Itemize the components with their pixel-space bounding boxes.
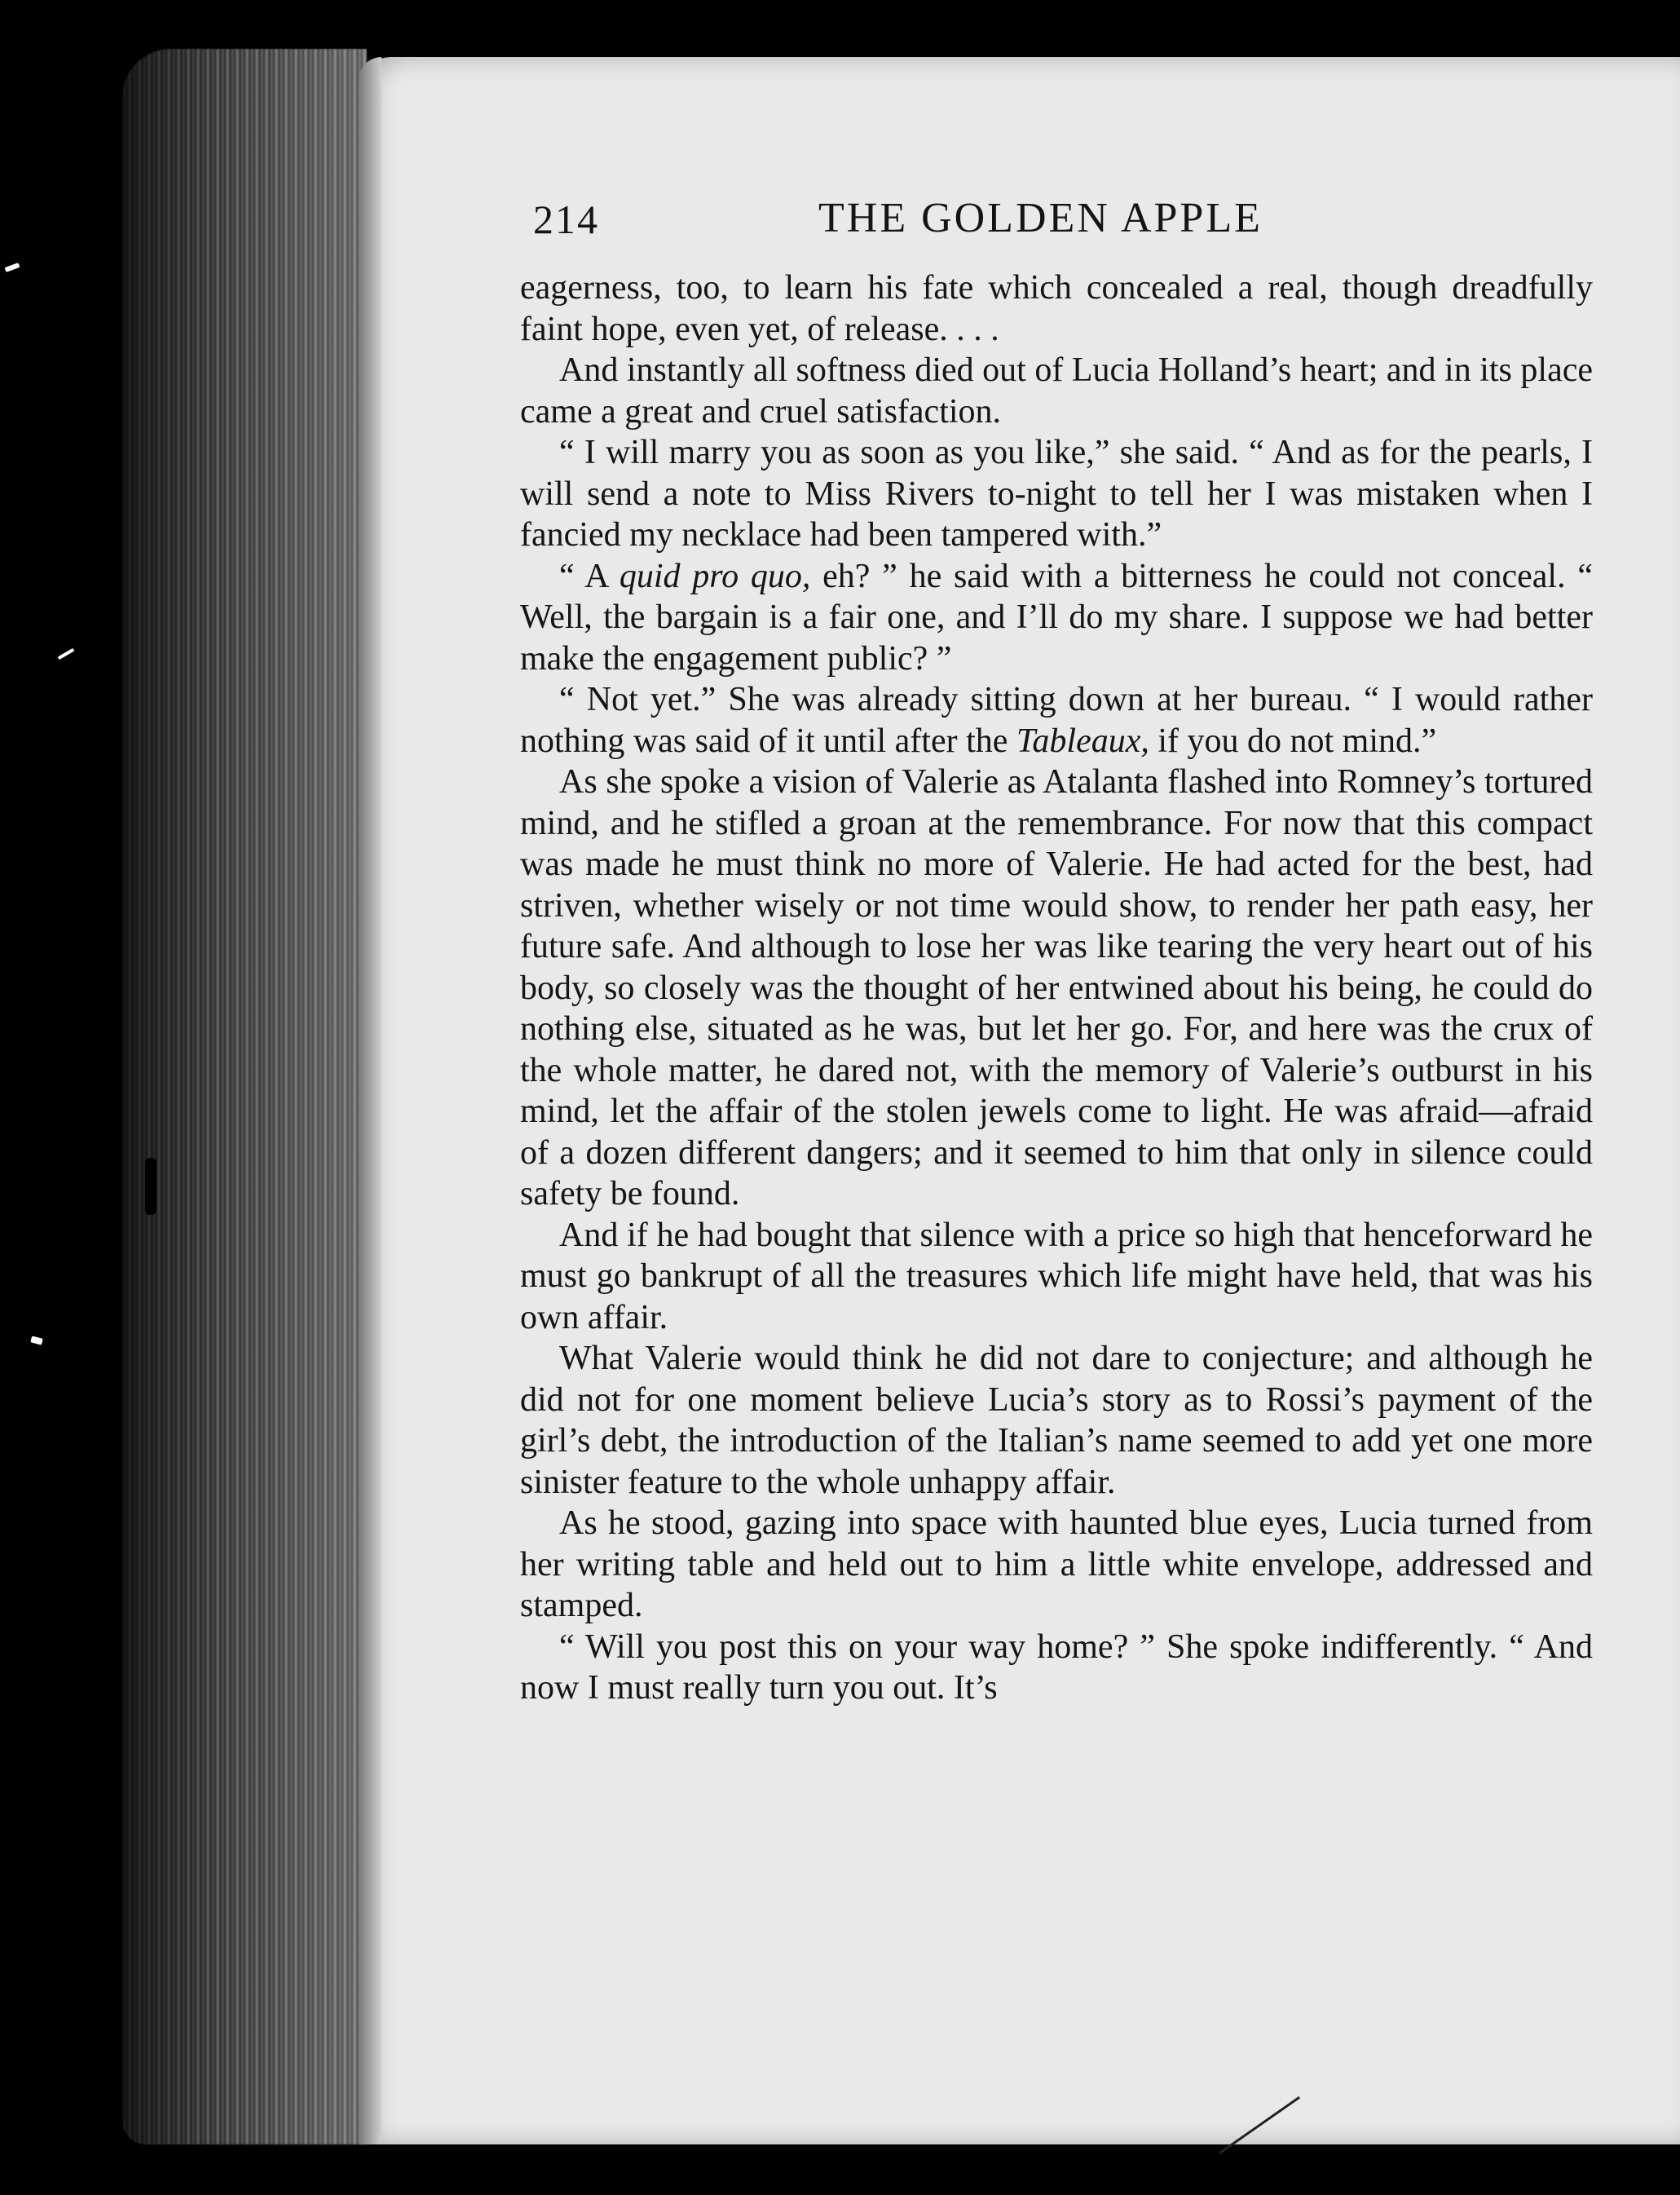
- text-run: eagerness, too, to learn his fate which concealed a real, though dreadfully faint hope, even yet, of release. . . .: [520, 269, 1593, 348]
- text-run: “ Not yet.” She was already sitting down at her bureau. “ I would rather nothing was said of it until after the: [520, 681, 1593, 760]
- text-run: “ Will you post this on your way home? ” She spoke indifferently. “ And now I must really turn you out. It’s: [520, 1627, 1593, 1707]
- paragraph: [520, 762, 1593, 1215]
- page-number: 214: [533, 197, 599, 242]
- paragraph: [520, 350, 1593, 432]
- paragraph: [520, 1503, 1593, 1627]
- running-head: [533, 196, 1590, 261]
- paragraph: [520, 1338, 1593, 1503]
- text-run: As she spoke a vision of Valerie as Atalanta flashed into Romney’s tortured mind, and he stifled a groan at the remembrance. For now that this compact was made he must think no more of Valerie. He had acted for the best, had striven, whether wisely or not time would show, to render her path easy, her future safe. And although to lose her was like tearing the very heart out of his body, so closely was the thought of her entwined about his being, he could do nothing else, situated as he was, but let her go. For, and here was the crux of the whole matter, he dared not, with the memory of Valerie’s outburst in his mind, let the affair of the stolen jewels come to light. He was afraid—afraid of a dozen different dangers; and it seemed to him that only in silence could safety be found.: [520, 763, 1593, 1212]
- paragraph: [520, 432, 1593, 556]
- gutter-mark: [145, 1158, 157, 1215]
- stray-mark: [30, 1336, 43, 1345]
- running-title: THE GOLDEN APPLE: [818, 195, 1263, 241]
- text-run: As he stood, gazing into space with haunted blue eyes, Lucia turned from her writing table and held out to him a little white envelope, addressed and stamped.: [520, 1504, 1593, 1624]
- text-run: if you do not mind.”: [1149, 722, 1437, 760]
- page-inner-edge: [359, 57, 381, 2144]
- text-run: What Valerie would think he did not dare to conjecture; and although he did not for one moment believe Lucia’s story as to Rossi’s payment of the girl’s debt, the introduction of the Italian’s name seemed to add yet one more sinister feature to the whole unhappy affair.: [520, 1340, 1593, 1501]
- italic-text: quid pro quo,: [619, 557, 811, 595]
- paragraph: [520, 1627, 1593, 1709]
- text-run: And if he had bought that silence with a price so high that henceforward he must go bankrupt of all the treasures which life might have held, that was his own affair.: [520, 1216, 1593, 1336]
- body-text: [520, 267, 1593, 1709]
- paragraph: [520, 556, 1593, 680]
- paragraph: [520, 679, 1593, 762]
- paragraph: [520, 267, 1593, 350]
- stray-mark: [5, 263, 20, 272]
- paragraph: [520, 1215, 1593, 1339]
- stray-mark: [57, 648, 74, 660]
- text-run: “ I will marry you as soon as you like,” she said. “ And as for the pearls, I will send a note to Miss Rivers to-night to tell her I was mistaken when I fancied my necklace had been tampered with.”: [520, 434, 1593, 554]
- italic-text: Tableaux,: [1016, 722, 1149, 760]
- text-run: And instantly all softness died out of Lucia Holland’s heart; and in its place came a great and cruel satisfaction.: [520, 351, 1593, 431]
- book-fore-edge: [122, 49, 367, 2144]
- text-run: “ A: [559, 557, 620, 595]
- text-run: eh? ” he said with a bitterness he could not conceal. “ Well, the bargain is a fair one, and I’ll do my share. I suppose we had better make the engagement public? ”: [520, 557, 1593, 678]
